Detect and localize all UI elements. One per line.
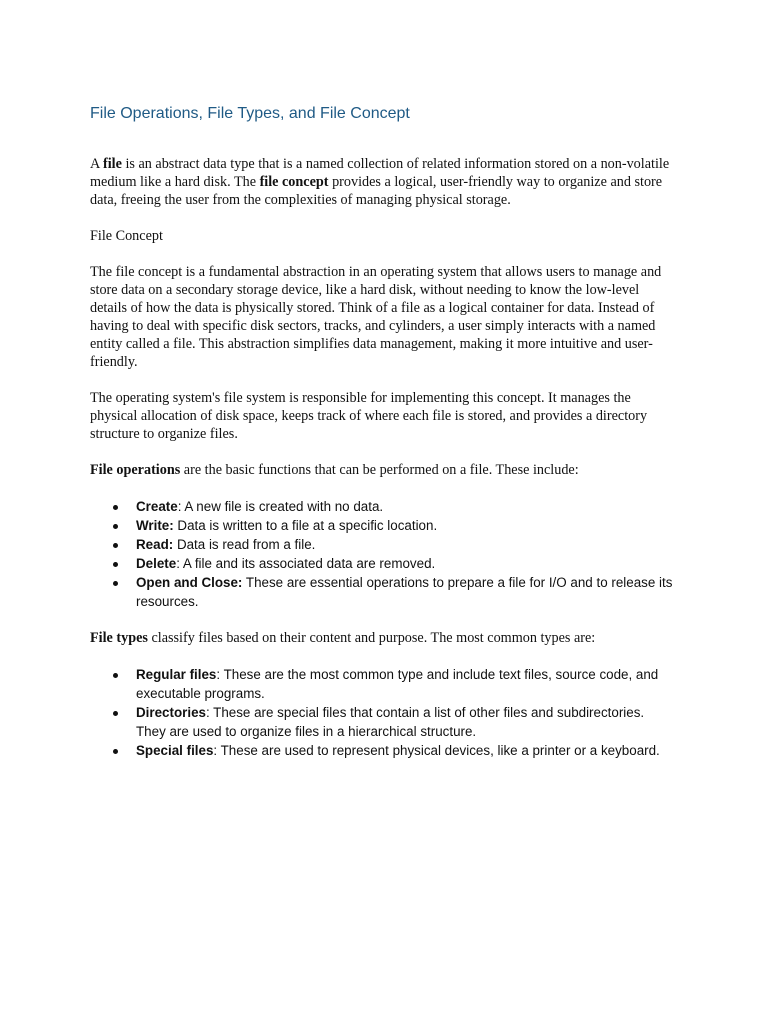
document-title: File Operations, File Types, and File Concept [90, 105, 410, 122]
list-item-read [90, 535, 674, 554]
operations-lead-text: are the basic functions that can be performed on a file. These include: [180, 462, 579, 478]
intro-text-3: provides a logical, user-friendly way to organize and store data, freeing the user from the complexities of managing physical storage. [90, 174, 663, 208]
item-desc: Data is read from a file. [173, 537, 316, 552]
item-term: Write: [136, 518, 174, 533]
intro-term-file-concept: file concept [259, 174, 329, 190]
list-item-create [90, 497, 674, 516]
item-desc: : These are used to represent physical devices, like a printer or a keyboard. [213, 743, 660, 758]
intro-paragraph [90, 155, 674, 209]
list-item-regular-files [90, 665, 674, 703]
types-list [90, 665, 674, 760]
item-term: Delete [136, 556, 177, 571]
item-term: Regular files [136, 667, 217, 682]
intro-term-file: file [103, 156, 122, 172]
bullet-icon [113, 749, 118, 754]
bullet-icon [113, 581, 118, 586]
item-desc: : These are the most common type and include text files, source code, and executable programs. [136, 667, 659, 701]
bullet-icon [113, 562, 118, 567]
bullet-icon [113, 711, 118, 716]
item-desc: These are essential operations to prepare a file for I/O and to release its resources. [136, 575, 673, 609]
list-item-directories [90, 703, 674, 741]
list-item-open-close [90, 573, 674, 611]
bullet-icon [113, 673, 118, 678]
item-desc: : A new file is created with no data. [177, 499, 384, 514]
list-item-special-files [90, 741, 674, 760]
operations-lead-paragraph [90, 461, 674, 479]
item-term: Read: [136, 537, 174, 552]
intro-text-2: is an abstract data type that is a named collection of related information stored on a non-volatile medium like a hard disk. The [90, 156, 670, 190]
bullet-icon [113, 543, 118, 548]
concept-paragraph-1: The file concept is a fundamental abstraction in an operating system that allows users to manage and store data on a secondary storage device, like a hard disk, without needing to know the low-level details of how the data is physically stored. Think of a file as a logical container for data. Instead of having to deal with specific disk sectors, tracks, and cylinders, a user simply interacts with a named entity called a file. This abstraction simplifies data management, making it more intuitive and user-friendly. [90, 264, 662, 370]
item-term: Create [136, 499, 178, 514]
bullet-icon [113, 505, 118, 510]
types-lead-paragraph [90, 629, 674, 647]
item-desc: Data is written to a file at a specific location. [173, 518, 438, 533]
section-heading-file-concept: File Concept [90, 228, 163, 244]
item-desc: : A file and its associated data are removed. [176, 556, 436, 571]
list-item-write [90, 516, 674, 535]
item-term: Open and Close: [136, 575, 243, 590]
document-page [90, 104, 674, 778]
types-lead-term: File types [90, 630, 148, 646]
item-desc: : These are special files that contain a list of other files and subdirectories. They are used to organize files in a hierarchical structure. [136, 705, 645, 739]
concept-paragraph-2: The operating system's file system is responsible for implementing this concept. It manages the physical allocation of disk space, keeps track of where each file is stored, and provides a directory structure to organize files. [90, 390, 648, 442]
operations-list [90, 497, 674, 611]
item-term: Special files [136, 743, 214, 758]
list-item-delete [90, 554, 674, 573]
item-term: Directories [136, 705, 206, 720]
bullet-icon [113, 524, 118, 529]
types-lead-text: classify files based on their content and purpose. The most common types are: [147, 630, 596, 646]
intro-text-1: A [90, 156, 104, 172]
operations-lead-term: File operations [90, 462, 181, 478]
